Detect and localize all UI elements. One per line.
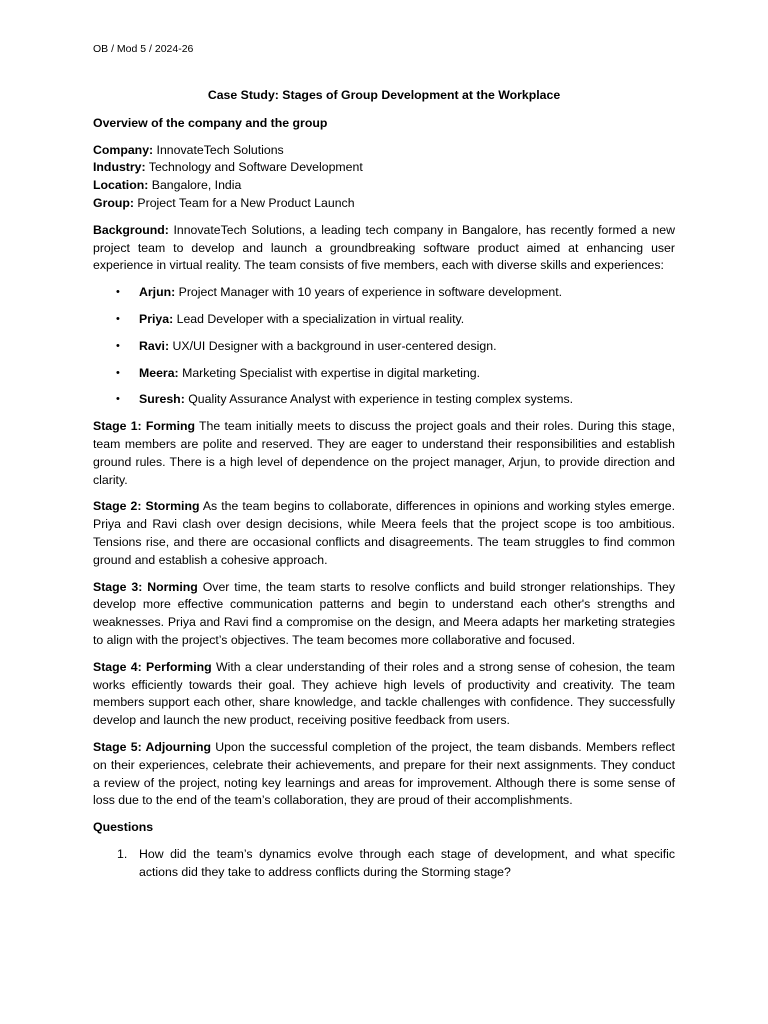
stage-norming-paragraph: [93, 579, 675, 650]
stage-label: Stage 1: Forming: [93, 419, 196, 434]
member-role: Marketing Specialist with expertise in digital marketing.: [178, 365, 481, 380]
bullet-icon: •: [116, 312, 120, 325]
list-item: [93, 338, 675, 356]
stage-text: As the team begins to collaborate, differences in opinions and working styles emerge. Priya and Ravi clash over design decisions, while Meera feels that the project scope is too ambitious. Tensions rise, and there are occasional conflicts and disagreements. The team struggles to find common ground and establish a cohesive approach.: [93, 499, 675, 567]
company-info: [93, 142, 675, 213]
member-role: Lead Developer with a specialization in virtual reality.: [173, 311, 465, 326]
stage-label: Stage 4: Performing: [93, 659, 212, 674]
member-role: Project Manager with 10 years of experience in software development.: [175, 285, 563, 300]
member-name: Priya:: [139, 311, 174, 326]
group-label: Group:: [93, 195, 134, 210]
company-label: Company:: [93, 142, 154, 157]
background-paragraph: [93, 222, 675, 275]
document-title: Case Study: Stages of Group Development at the Workplace: [207, 88, 561, 102]
list-item: [93, 311, 675, 329]
questions-heading: Questions: [93, 820, 154, 835]
stage-text: The team initially meets to discuss the project goals and their roles. During this stage, team members are polite and reserved. They are eager to understand their responsibilities and establish ground rules. There is a high level of dependence on the project manager, Arjun, to provide direction and clarity.: [93, 419, 676, 487]
stage-text: Over time, the team starts to resolve conflicts and build stronger relationships. They develop more effective communication patterns and begin to understand each other's strengths and weaknesses. Priya and Ravi find a compromise on the design, and Meera adapts her marketing strategies to align with the project’s objectives. The team becomes more collaborative and focused.: [93, 579, 675, 647]
background-label: Background:: [93, 222, 169, 237]
location-line: [93, 177, 675, 195]
location-label: Location:: [93, 178, 149, 193]
group-line: [93, 195, 675, 213]
document-body: [93, 87, 675, 881]
stage-text: With a clear understanding of their roles and a strong sense of cohesion, the team works efficiently towards their goal. They achieve high levels of productivity and creativity. The team members support each other, share knowledge, and tackle challenges with confidence. They successfully develop and launch the new product, receiving positive feedback from users.: [93, 659, 675, 728]
member-role: UX/UI Designer with a background in user-centered design.: [169, 338, 497, 353]
member-role: Quality Assurance Analyst with experience in testing complex systems.: [184, 392, 574, 407]
member-name: Arjun:: [139, 285, 176, 300]
bullet-icon: •: [116, 339, 120, 352]
member-name: Suresh:: [139, 392, 185, 407]
background-text: InnovateTech Solutions, a leading tech company in Bangalore, has recently formed a new project team to develop and launch a groundbreaking software product aimed at enhancing user experience in virtual reality. The team consists of five members, each with diverse skills and experiences:: [93, 222, 675, 273]
list-item: [93, 365, 675, 383]
bullet-icon: •: [116, 286, 120, 299]
industry-label: Industry:: [93, 160, 146, 175]
overview-heading: Overview of the company and the group: [93, 115, 328, 130]
list-item: [93, 391, 675, 409]
member-name: Ravi:: [139, 338, 170, 353]
document-reference: OB / Mod 5 / 2024-26: [93, 43, 194, 55]
list-item: [93, 846, 675, 882]
questions-list: [93, 846, 675, 882]
industry-line: [93, 159, 675, 177]
stage-adjourning-paragraph: [93, 739, 675, 810]
question-number: 1.: [117, 846, 128, 861]
member-name: Meera:: [139, 365, 179, 380]
company-value: InnovateTech Solutions: [153, 142, 284, 157]
location-value: Bangalore, India: [148, 178, 242, 193]
company-line: [93, 142, 675, 160]
stage-storming-paragraph: [93, 498, 675, 569]
list-item: [93, 284, 675, 302]
stage-label: Stage 5: Adjourning: [93, 739, 212, 754]
bullet-icon: •: [116, 366, 120, 379]
industry-value: Technology and Software Development: [145, 160, 363, 175]
group-value: Project Team for a New Product Launch: [133, 195, 355, 210]
team-member-list: [93, 284, 675, 409]
stage-performing-paragraph: [93, 659, 675, 730]
stage-label: Stage 3: Norming: [93, 579, 198, 594]
question-text: How did the team’s dynamics evolve through each stage of development, and what specific actions did they take to address conflicts during the Storming stage?: [139, 846, 675, 879]
stage-text: Upon the successful completion of the project, the team disbands. Members reflect on their experiences, celebrate their achievements, and prepare for their next assignments. They conduct a review of the project, noting key learnings and areas for improvement. Although there is some sense of loss due to the end of the team’s collaboration, they are proud of their accomplishments.: [93, 739, 675, 808]
bullet-icon: •: [116, 393, 120, 406]
stage-forming-paragraph: [93, 418, 675, 489]
stage-label: Stage 2: Storming: [93, 499, 200, 514]
